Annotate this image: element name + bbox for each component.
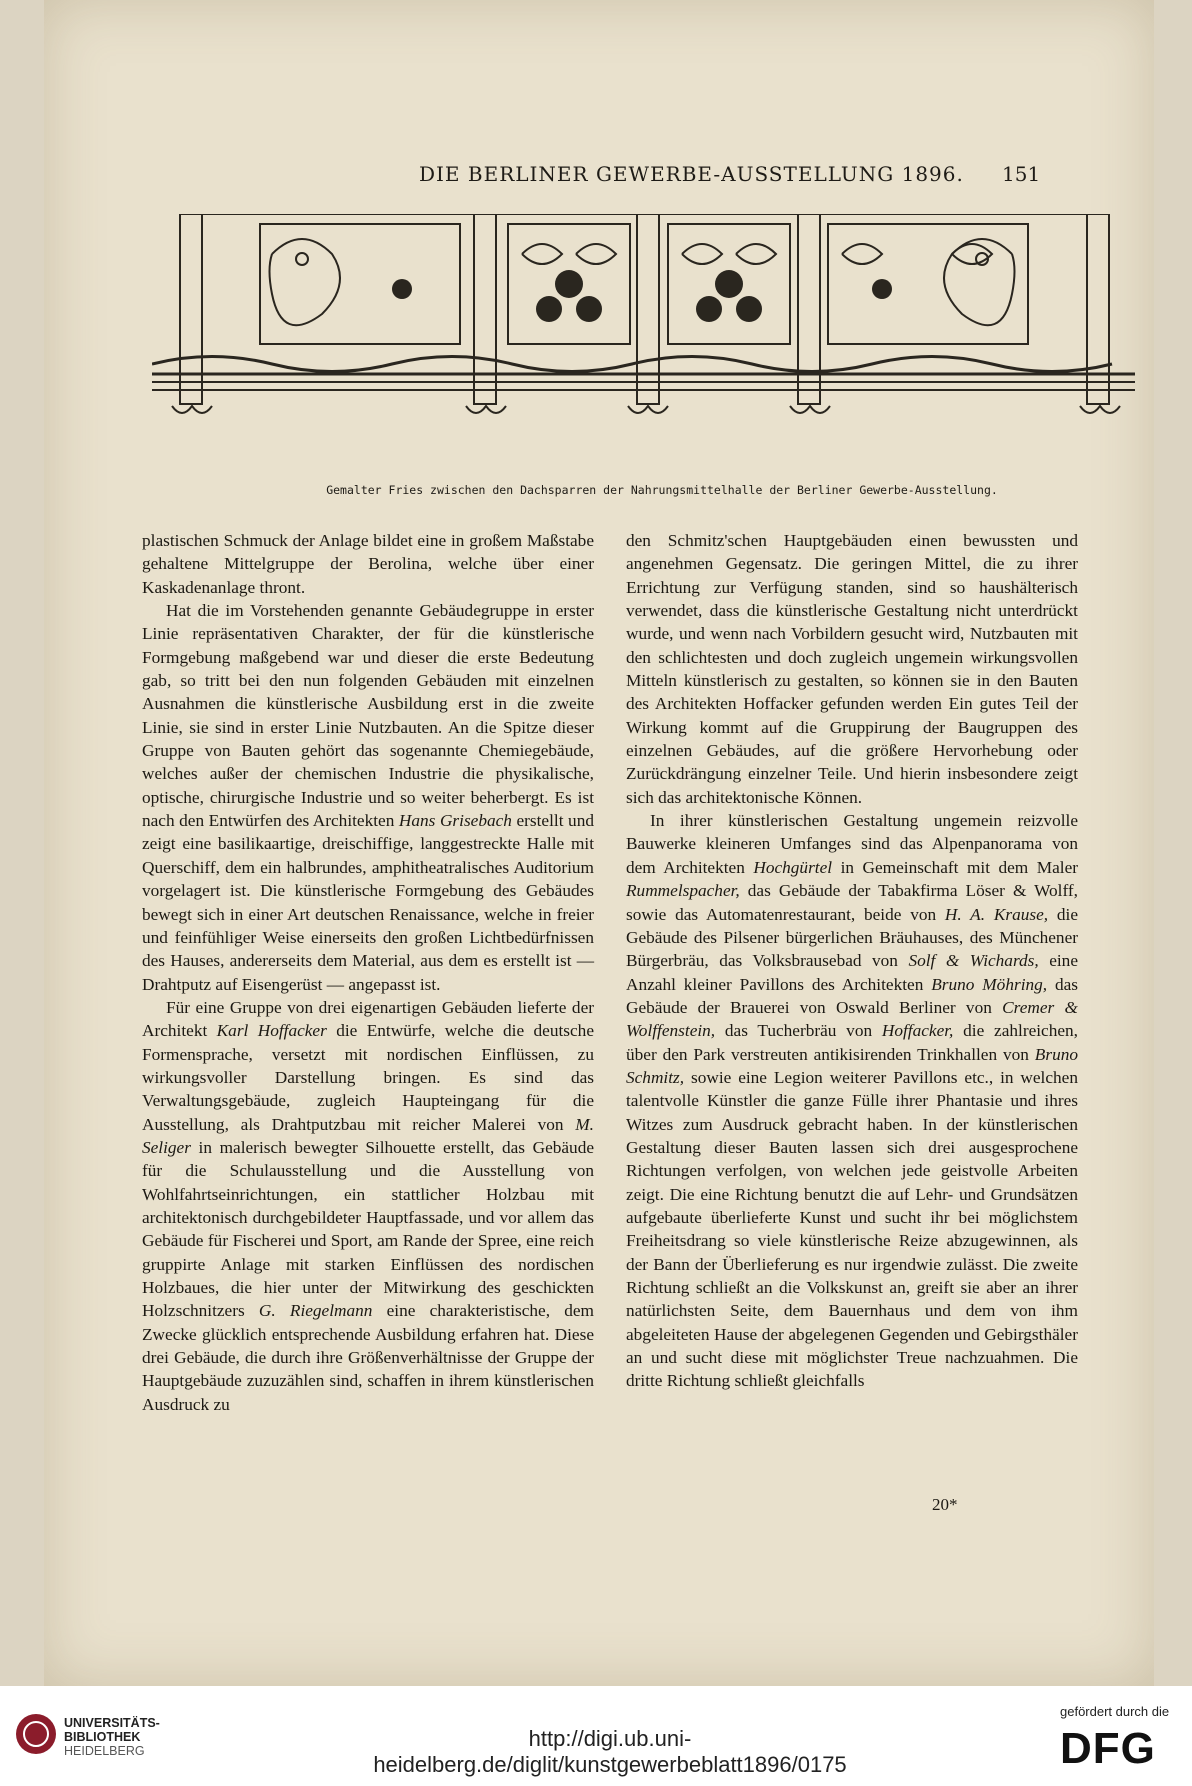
frieze-base-scroll-1 [172,406,212,413]
frieze-panel-4 [828,224,1028,344]
left-column [142,529,594,1416]
header-title: DIE BERLINER GEWERBE-AUSSTELLUNG 1896. [419,162,964,186]
funding-note: gefördert durch die [1060,1704,1170,1719]
signature-mark: 20* [932,1495,958,1514]
right-paragraph-2: In ihrer künstlerischen Gestaltung ungemein reizvolle Bauwerke kleineren Umfanges sind das Alpenpanorama von dem Architekten Hochgürtel in Gemeinschaft mit dem Maler Rummelspacher, das Gebäude der Tabakfirma Löser & Wolff, sowie das Automatenrestaurant, beide von H. A. Krause, die Gebäude des Pilsener bürgerlichen Bräuhauses, des Münchener Bürgerbräu, das Volksbrausebad von Solf & Wichards, eine Anzahl kleiner Pavillons des Architekten Bruno Möhring, das Gebäude der Brauerei von Oswald Berliner von Cremer & Wolffenstein, das Tucherbräu von Hoffacker, die zahlreichen, über den Park verstreuten antikisirenden Trinkhallen von Bruno Schmitz, sowie eine Legion weiterer Pavillons etc., in welchen talentvolle Künstler die ganze Fülle ihrer Phantasie und ihres Witzes zum Ausdruck gebracht haben. In der künstlerischen Gestaltung dieser Bauten lassen sich drei ausgesprochene Richtungen verfolgen, von welchen jede geistvolle Arbeiten zeigt. Die eine Richtung benutzt die auf Lehr- und Grundsätzen aufgebaute überlieferte Kunst und sucht ihr bei möglichstem Freiheitsdrang so viele künstlerische Reize abzugewinnen, als der Bann der Überlieferung es nur irgendwie zulässt. Die zweite Richtung schließt an die Volkskunst an, greift sie aber an ihrer natürlichsten Seite, dem Bauernhaus und dem von ihm abgeleiteten Hause der abgelegenen Gegenden und Gebirgsthäler an und sucht diese mit möglichster Treue nachzuahmen. Die dritte Richtung schließt gleichfalls [626,811,1078,1391]
right-column [626,529,1078,1393]
frieze-leaf [522,244,562,264]
frieze-fruit [555,270,583,298]
right-paragraph-1: den Schmitz'schen Hauptgebäuden einen bewussten und angenehmen Gegensatz. Die geringen Mittel, die zu ihrer Errichtung zur Verfügung standen, sind so haushälterisch verwendet, dass die künstlerische Gestaltung nicht unterdrückt wurde, und wenn nach Vorbildern gesucht wird, Nutzbauten mit den schlichtesten und doch zugleich ungemein wirkungsvollen Mitteln künstlerisch zu gestalten, so können sie in den Bauten des Architekten Hoffacker gefunden werden Ein gutes Teil der Wirkung kommt auf die Gruppirung der Baugruppen des einzelnen Gebäudes, auf die größere Hervorhebung oder Zurückdrängung einzelner Teile. Und hierin insbesondere zeigt sich das architektonische Können. [626,531,1078,807]
painter-name: M. Seliger [142,1114,594,1157]
architect-name: Hans Grisebach [398,811,512,831]
frieze-bird-left [270,239,341,325]
architect-name: Karl Hoffacker [216,1021,327,1041]
dfg-logo: DFG [1060,1724,1156,1773]
frieze-illustration [152,214,1135,472]
left-paragraph-1: plastischen Schmuck der Anlage bildet eine in großem Maßstabe gehaltene Mittelgruppe der Berolina, welche über einer Kaskadenanlage thront. [142,531,594,597]
frieze-wave-band [152,357,1112,372]
library-name: UNIVERSITÄTS- BIBLIOTHEK HEIDELBERG [64,1716,160,1758]
figure-caption: Gemalter Fries zwischen den Dachsparren der Nahrungsmittelhalle der Berliner Gewerbe-Ausstellung. [326,483,998,497]
page-number: 151 [1002,162,1041,186]
carver-name: G. Riegelmann [258,1301,373,1321]
scanned-page [44,0,1154,1686]
viewer-footer [0,1686,1192,1786]
left-paragraph-2: Hat die im Vorstehenden genannte Gebäudegruppe in erster Linie repräsentativen Charakter, der für die künstlerische Formgebung maßgebend war und dieser die erste Bedeutung gab, so tritt bei den nun folgenden Gebäuden mit einzelnen Ausnahmen die künstlerische Ausbildung erst in die zweite Linie, sie sind in erster Linie Nutzbauten. An die Spitze dieser Gruppe von Bauten gehört das sogenannte Chemiegebäude, welches außer der chemischen Industrie die physikalische, optische, chirurgische Industrie und so weiter beherbergt. Es ist nach den Entwürfen des Architekten Hans Grisebach erstellt und zeigt eine basilikaartige, dreischiffige, langgestreckte Halle mit Querschiff, dem ein halbrundes, amphitheatralisches Auditorium vorgelagert ist. Die künstlerische Formgebung des Gebäudes bewegt sich in einer Art deutschen Renaissance, welche in freier und feinfühliger Weise einerseits den großen Lichtbedürfnissen des Hauses, andererseits dem Material, aus dem es erstellt ist — Drahtputz auf Eisengerüst — angepasst ist. [142,601,594,994]
university-seal-icon [14,1708,58,1760]
permalink-url[interactable]: http://digi.ub.uni-heidelberg.de/diglit/kunstgewerbeblatt1896/0175 [373,1726,847,1777]
left-paragraph-3: Für eine Gruppe von drei eigenartigen Gebäuden lieferte der Architekt Karl Hoffacker die Entwürfe, welche die deutsche Formensprache, versetzt mit nordischen Einflüssen, zu wirkungsvoller Darstellung bringen. Es sind das Verwaltungsgebäude, zugleich Haupteingang für die Ausstellung, als Drahtputzbau mit reicher Malerei von M. Seliger in malerisch bewegter Silhouette erstellt, das Gebäude für die Schulausstellung und die Ausstellung von Wohlfahrtseinrichtungen, ein stattlicher Holzbau mit architektonisch durchgebildeter Hauptfassade, und vor allem das Gebäude für Fischerei und Sport, am Rande der Spree, eine reich gruppirte Anlage mit starken Einflüssen des nordischen Holzbaues, die hier unter der Mitwirkung des geschickten Holzschnitzers G. Riegelmann eine charakteristische, dem Zwecke glücklich entsprechende Ausbildung erfahren hat. Diese drei Gebäude, die durch ihre Größenverhältnisse der Gruppe der Hauptgebäude zuzuzählen sind, schaffen in ihrem künstlerischen Ausdruck zu [142,997,594,1414]
